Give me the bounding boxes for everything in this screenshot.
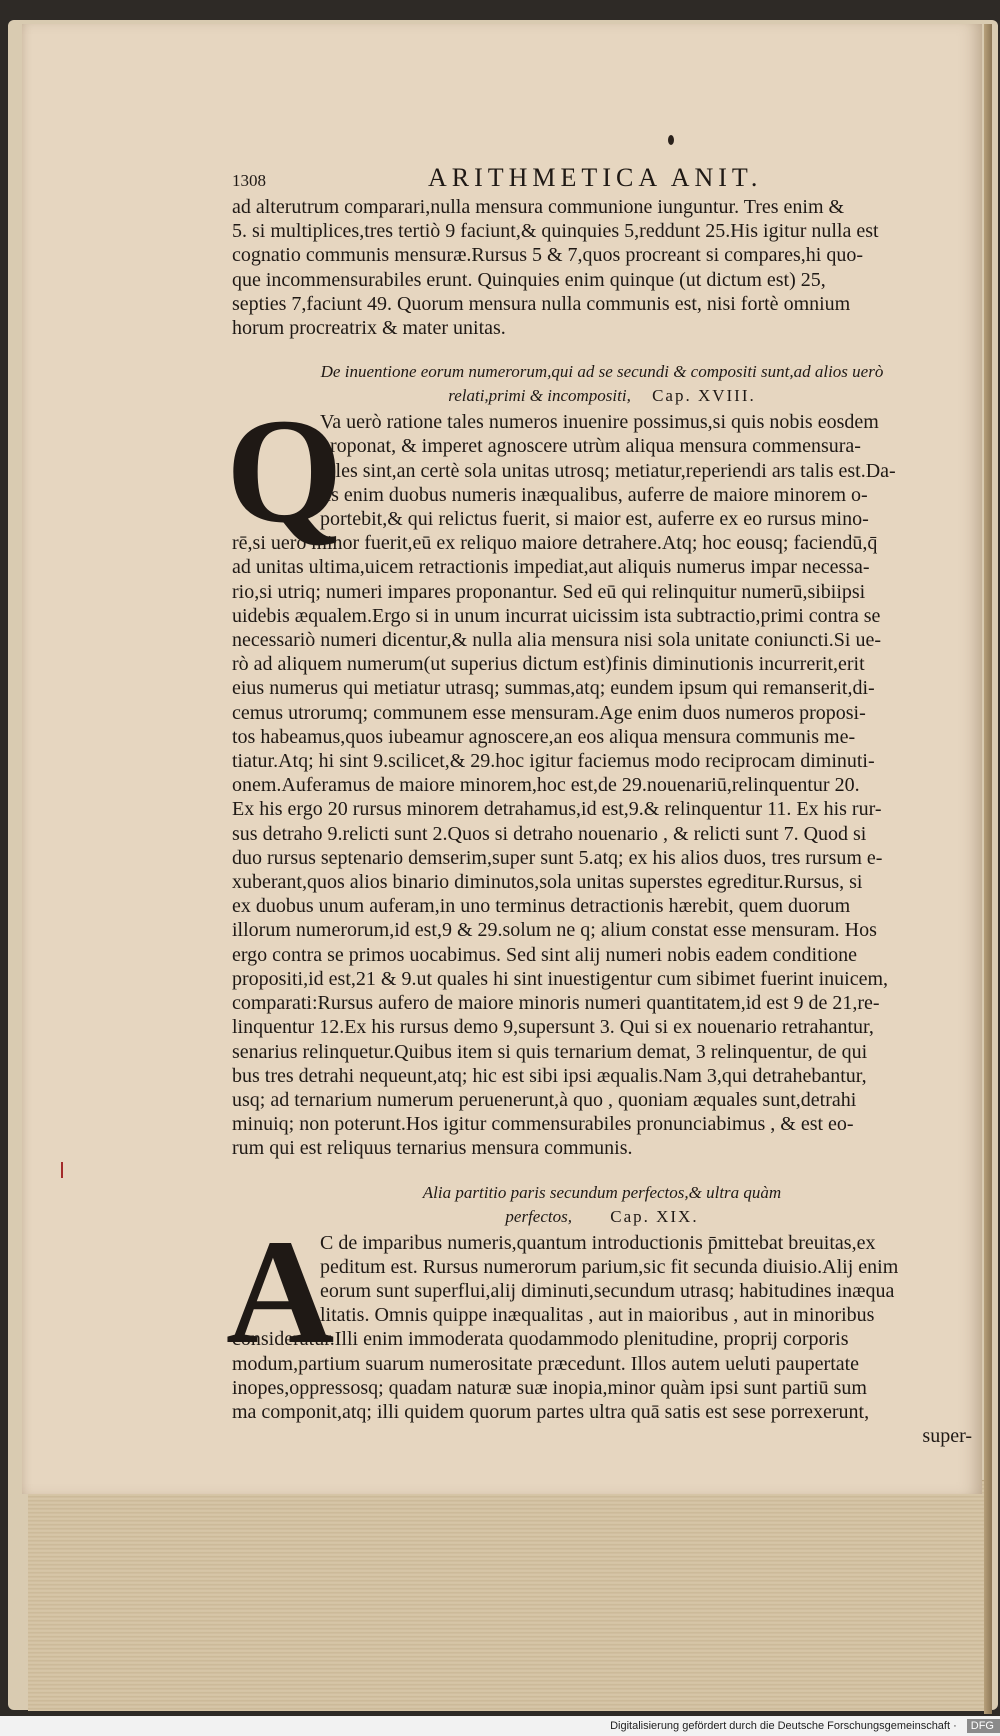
text-line: rē,si uero minor fuerit,eū ex reliquo maiore detrahere.Atq; hoc eousq; faciendū,q̄ (232, 532, 878, 555)
text-line: eius numerus qui metiatur utrasq; summas,atq; eundem ipsum qui remanserit,di- (232, 677, 875, 700)
text-line: ad alterutrum comparari,nulla mensura communione iunguntur. Tres enim & (232, 196, 845, 218)
text-line: senarius relinquetur.Quibus item si quis ternarium demat, 3 relinquentur, de qui (232, 1040, 868, 1063)
chapter-title-line (232, 1205, 972, 1229)
chapter-label: Cap. XIX. (610, 1206, 699, 1226)
catchword: super- (922, 1425, 972, 1448)
text-line: onem.Auferamus de maiore minorem,hoc est,de 29.nouenariū,relinquentur 20. (232, 774, 860, 797)
text-line: horum procreatrix & mater unitas. (232, 317, 506, 340)
text-line: septies 7,faciunt 49. Quorum mensura nulla communis est, nisi fortè omnium (232, 292, 851, 315)
text-line: uidebis æqualem.Ergo si in unum incurrat uicissim ista subtractio,primi contra se (232, 604, 881, 627)
text-line: tiatur.Atq; hi sint 9.scilicet,& 29.hoc igitur faciemus modo reciprocam diminuti- (232, 750, 875, 773)
text-line: ergo contra se primos uocabimus. Sed sint alij numeri nobis eadem conditione (232, 943, 858, 966)
text-line: usq; ad ternarium numerum peruenerunt,à quo , quoniam æquales sunt,detrahi (232, 1088, 857, 1111)
text-line: consideratur.Illi enim immoderata quodammodo plenitudine, proprij corporis (232, 1328, 849, 1351)
text-line: peditum est. Rursus numerorum parium,sic fit secunda diuisio.Alij enim (320, 1255, 899, 1278)
drop-initial-q: Q (226, 388, 343, 555)
ink-spot (668, 135, 674, 145)
text-line: biles sint,an certè sola unitas utrosq; metiatur,reperiendi ars talis est.Da- (320, 459, 896, 482)
book-gutter (984, 24, 992, 1714)
text-line: cemus utrorumq; communem esse mensuram.Age enim duos numeros proposi- (232, 701, 866, 724)
chapter-19-title (232, 1181, 972, 1229)
text-line: duo rursus septenario demserim,super sunt 5.atq; ex his alios duos, tres rursum e- (232, 846, 883, 869)
text-line: rò ad aliquem numerum(ut superius dictum est)finis diminutionis incurrerit,erit (232, 653, 865, 676)
text-line: modum,partium suarum numerositate præcedunt. Illos autem ueluti paupertate (232, 1352, 860, 1375)
text-line: illorum numerorum,id est,9 & 29.solum ne q; alium constat esse mensuram. Hos (232, 919, 877, 942)
text-line: sus detraho 9.relicti sunt 2.Quos si detraho nouenario , & relicti sunt 7. Quod si (232, 822, 867, 845)
text-line: rio,si utriq; numeri impares proponantur. Sed eū qui relinquitur numerū,sibiipsi (232, 580, 866, 603)
drop-initial-a: A (226, 1208, 335, 1375)
page-edges (28, 1480, 990, 1711)
text-line: tis enim duobus numeris inæqualibus, auferre de maiore minorem o- (320, 483, 868, 506)
chapter-label: Cap. XVIII. (652, 386, 756, 406)
text-line: comparati:Rursus aufero de maiore minoris numeri quantitatem,id est 9 de 21,re- (232, 992, 880, 1015)
text-line: xuberant,quos alios binario diminutos,sola unitas superstes egreditur.Rursus, si (232, 871, 863, 894)
text-line: que incommensurabiles erunt. Quinquies enim quinque (ut dictum est) 25, (232, 268, 826, 291)
chapter-title-line: Alia partitio paris secundum perfectos,& ultra quàm (422, 1182, 782, 1202)
margin-mark (61, 1162, 63, 1178)
text-line: litatis. Omnis quippe inæqualitas , aut in maioribus , aut in minoribus (320, 1304, 875, 1327)
text-line: inopes,oppressosq; quadam naturæ suæ inopia,minor quàm ipsi sunt partiū sum (232, 1376, 867, 1399)
page-number: 1308 (232, 171, 266, 190)
text-line: 5. si multiplices,tres tertiò 9 faciunt,& quinquies 5,reddunt 25.His igitur nulla est (232, 220, 879, 243)
paragraph-1 (232, 195, 972, 340)
text-line: minuiq; non poterunt.Hos igitur commensurabiles pronunciabimus , & est eo- (232, 1113, 854, 1136)
text-line: ex duobus unum auferam,in uno terminus detractionis hærebit, quem duorum (232, 895, 851, 918)
text-area (226, 163, 972, 1448)
text-line: Va uerò ratione tales numeros inuenire possimus,si quis nobis eosdem (320, 411, 879, 434)
text-line: linquentur 12.Ex his rursus demo 9,supersunt 3. Qui si ex nouenario retrahantur, (232, 1016, 874, 1039)
dfg-logo: DFG (967, 1719, 1000, 1733)
text-line: tos habeamus,quos iubeamur agnoscere,an eos aliqua mensura communis me- (232, 725, 856, 748)
chapter-18-title (232, 360, 972, 408)
text-line: C de imparibus numeris,quantum introductionis p̄mittebat breuitas,ex (320, 1231, 876, 1254)
chapter-title-part: relati,primi & incompositi, (448, 386, 631, 406)
chapter-title-line: De inuentione eorum numerorum,qui ad se secundi & compositi sunt,ad alios uerò (320, 362, 884, 382)
text-line: eorum sunt superflui,alij diminuti,secundum utrasq; habitudines inæqua (320, 1279, 895, 1302)
digitization-footer (0, 1716, 1000, 1736)
footer-credit: Digitalisierung gefördert durch die Deutsche Forschungsgemeinschaft · (610, 1720, 957, 1732)
text-line: necessariò numeri dicentur,& nulla alia mensura nisi sola unitate coniuncti.Si ue- (232, 629, 882, 652)
text-line: cognatio communis mensuræ.Rursus 5 & 7,quos procreant si compares,hi quo- (232, 244, 864, 267)
text-line: ad unitas ultima,uicem retractionis impediat,aut aliquis numerus impar necessa- (232, 556, 870, 579)
running-title: ARITHMETICA ANIT. (428, 163, 763, 192)
text-line: rum qui est reliquus ternarius mensura communis. (232, 1137, 633, 1160)
page-header (232, 163, 972, 193)
chapter-title-part: perfectos, (505, 1206, 572, 1226)
text-line: Ex his ergo 20 rursus minorem detrahamus,id est,9.& relinquentur 11. Ex his rur- (232, 798, 882, 821)
text-line: bus tres detrahi nequeunt,atq; hic est sibi ipsi æqualis.Nam 3,qui detrahebantur, (232, 1064, 867, 1087)
text-line: proponat, & imperet agnoscere utrùm aliqua mensura commensura- (320, 435, 861, 458)
text-line: propositi,id est,21 & 9.ut quales hi sint inuestigentur cum sibimet fuerint inuicem, (232, 967, 889, 990)
text-line: portebit,& qui relictus fuerit, si maior est, auferre ex eo rursus mino- (320, 508, 869, 531)
text-line: ma componit,atq; illi quidem quorum partes ultra quā satis est sese porrexerunt, (232, 1400, 870, 1423)
chapter-title-line (232, 384, 972, 408)
